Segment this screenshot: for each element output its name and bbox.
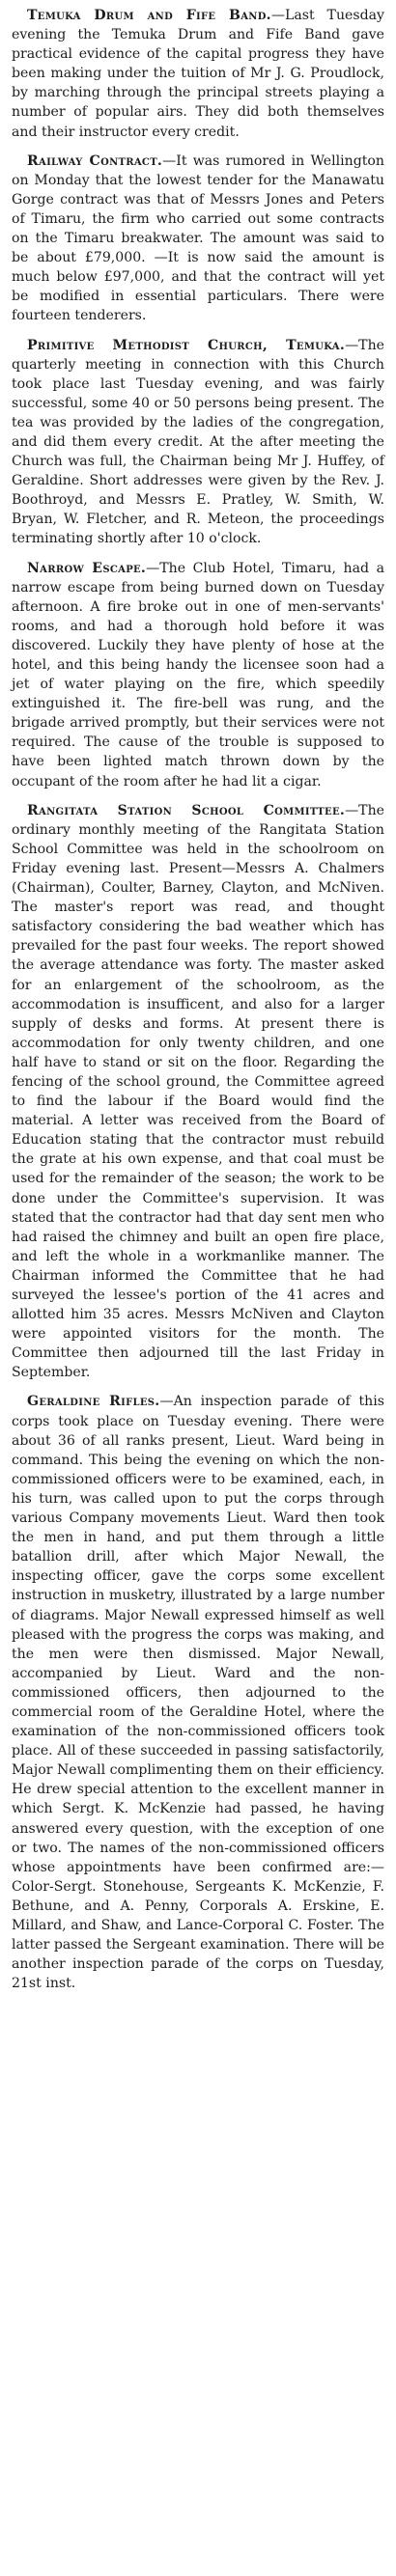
article-body: —Last Tuesday evening the Temuka Drum and Fife Band gave practical evidence of the capital progress they have been making under the tuition of Mr J. G. Proudlock, by marching through the principal streets playing a number of popular airs. They did both themselves and their instructor every credit. (12, 8, 384, 140)
article-heading: Geraldine Rifles. (27, 1394, 160, 1410)
article-temuka-band (12, 6, 384, 142)
article-body: —The ordinary monthly meeting of the Rangitata Station School Committee was held in the schoolroom on Friday evening last. Present—Messrs A. Chalmers (Chairman), Coulter, Barney, Clayton, and McNiven. The master's report was read, and thought satisfactory considering the bad weather which has prevailed for the past four weeks. The report showed the average attendance was forty. The master asked for an enlargement of the schoolroom, as the accommodation is insufficent, and also for a larger supply of desks and forms. At present there is accommodation for only twenty children, and one half have to stand or sit on the floor. Regarding the fencing of the school ground, the Committee agreed to find the labour if the Board would find the material. A letter was received from the Board of Education stating that the contractor must rebuild the grate at his own expense, and that coal must be used for the remainder of the season; the work to be done under the Committee's supervision. It was stated that the contractor had that day sent men who had raised the chimney and built an open fire place, and left the whole in a workmanlike manner. The Chairman informed the Committee that he had surveyed the lessee's portion of the 41 acres and allotted him 35 acres. Messrs McNiven and Clayton were appointed visitors for the month. The Committee then adjourned till the last Friday in September. (12, 802, 384, 1381)
article-body: —The Club Hotel, Timaru, had a narrow escape from being burned down on Tuesday afternoon. A fire broke out in one of men-servants' rooms, and had a thorough hold before it was discovered. Luckily they have plenty of hose at the hotel, and this being handy the licensee soon had a jet of water playing on the fire, which speedily extinguished it. The fire-bell was rung, and the brigade arrived promptly, but their services were not required. The cause of the trouble is supposed to have been lighted match thrown down by the occupant of the room after he had lit a cigar. (12, 560, 385, 789)
article-school-committee (12, 801, 384, 1383)
article-railway-contract (12, 152, 384, 326)
article-narrow-escape (12, 559, 384, 791)
article-heading: Temuka Drum and Fife Band. (27, 8, 271, 23)
article-methodist-church (12, 336, 384, 549)
article-geraldine-rifles (12, 1392, 384, 1993)
article-heading: Railway Contract. (27, 152, 163, 169)
article-body: —The quarterly meeting in connection with this Church took place last Tuesday evening, and was fairly successful, some 40 or 50 persons being present. The tea was provided by the ladies of the congregation, and did them every credit. At the after meeting the Church was full, the Chairman being Mr J. Huffey, of Geraldine. Short addresses were given by the Rev. J. Boothroyd, and Messrs E. Pratley, W. Smith, W. Bryan, W. Fletcher, and R. Meteon, the proceedings terminating shortly after 10 o'clock. (12, 337, 384, 547)
article-body: —An inspection parade of this corps took place on Tuesday evening. There were about 36 of all ranks present, Lieut. Ward being in command. This being the evening on which the non-commissioned officers were to be examined, each, in his turn, was called upon to put the corps through various Company movements Lieut. Ward then took the men in hand, and put them through a little batallion drill, after which Major Newall, the inspecting officer, gave the corps some excellent instruction in musketry, illustrated by a large number of diagrams. Major Newall expressed himself as well pleased with the progress the corps was making, and the men were then dismissed. Major Newall, accompanied by Lieut. Ward and the non-commissioned officers, then adjourned to the commercial room of the Geraldine Hotel, where the examination of the non-commissioned officers took place. All of these succeeded in passing satisfactorily, Major Newall complimenting them on their efficiency. He drew special attention to the excellent manner in which Sergt. K. McKenzie had passed, he having answered every question, with the exception of one or two. The names of the non-commissioned officers whose appointments have been confirmed are:—Color-Sergt. Stonehouse, Sergeants K. McKenzie, F. Bethune, and A. Penny, Corporals A. Erskine, E. Millard, and Shaw, and Lance-Corporal C. Foster. The latter passed the Sergeant examination. There will be another inspection parade of the corps on Tuesday, 21st inst. (12, 1394, 384, 1992)
article-body: —It was rumored in Wellington on Monday that the lowest tender for the Manawatu Gorge contract was that of Messrs Jones and Peters of Timaru, the firm who carried out some contracts on the Timaru breakwater. The amount was said to be about £79,000. —It is now said the amount is much below £97,000, and that the contract will yet be modified in essential particulars. There were fourteen tenderers. (12, 152, 384, 324)
article-heading: Primitive Methodist Church, Temuka. (27, 337, 346, 353)
article-heading: Rangitata Station School Committee. (27, 802, 346, 818)
article-heading: Narrow Escape. (27, 560, 147, 576)
